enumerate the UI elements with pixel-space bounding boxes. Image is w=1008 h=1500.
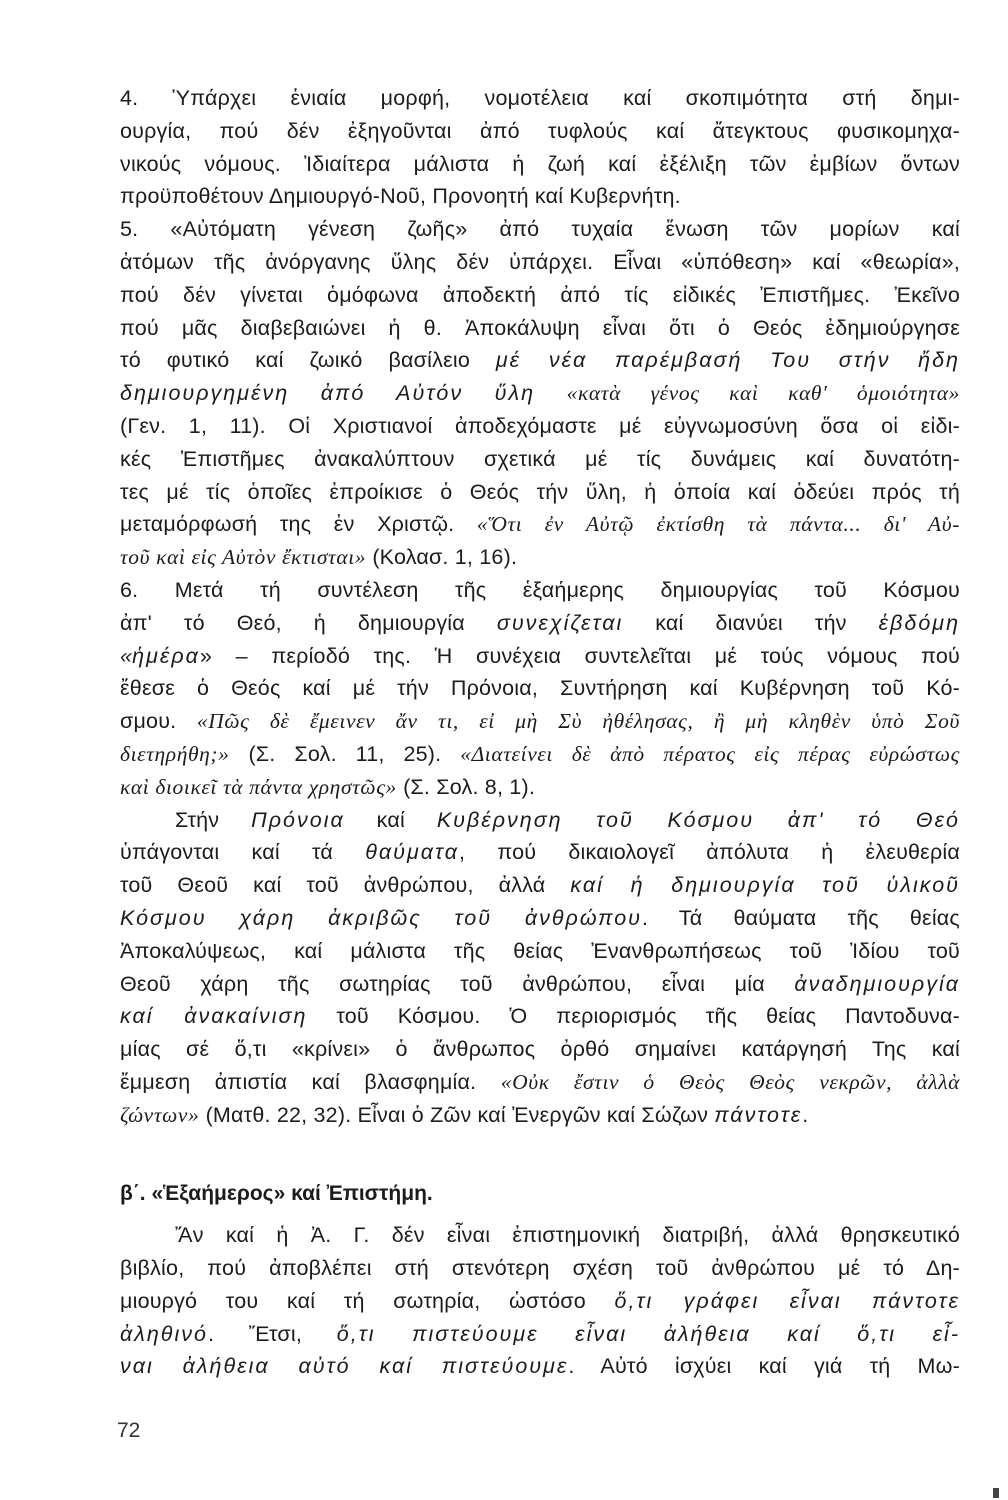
text-line <box>120 607 960 639</box>
text-span: . <box>802 1102 809 1127</box>
text-line <box>120 541 960 573</box>
emphasis-span: ναι ἀλήθεια αὐτό καί πιστεύουμε <box>120 1354 569 1378</box>
text-span: κές Ἐπιστῆμες ἀνακαλύπτουν σχετικά μέ τίς δυνάμεις καί δυνατότη- <box>120 446 960 471</box>
text-line <box>120 1252 960 1284</box>
text-span: ἀτόμων τῆς ἀνόργανης ὕλης δέν ὑπάρχει. Εἶναι «ὑπόθεση» καί «θεωρία», <box>120 250 960 274</box>
text-span: . Τά θαύματα τῆς θείας <box>642 906 960 930</box>
text-line <box>120 902 960 934</box>
text-span: (Σ. Σολ. 11, 25). <box>229 742 461 766</box>
text-span: , πού δικαιολογεῖ ἀπόλυτα ἡ ἐλευθερία <box>459 840 960 865</box>
text-span: βιβλίο, πού ἀποβλέπει στή στενότερη σχέση τοῦ ἀνθρώπου μέ τό Δη- <box>120 1256 960 1280</box>
text-line <box>120 574 960 606</box>
text-line <box>120 377 960 409</box>
text-line <box>120 1066 960 1098</box>
text-line <box>120 344 960 376</box>
emphasis-span: καί ἀνακαίνιση <box>120 1004 308 1029</box>
text-span: 5. «Αὐτόματη γένεση ζωῆς» ἀπό τυχαία ἕνωση τῶν μορίων καί <box>120 217 960 242</box>
text-span: τοῦ Κόσμου. Ὁ περιορισμός τῆς θείας Παντοδυνα- <box>307 1004 960 1029</box>
page-number: 72 <box>117 1419 141 1442</box>
text-span: μεταμόρφωσή της ἐν Χριστῷ. <box>120 512 477 537</box>
text-span: Θεοῦ χάρη τῆς σωτηρίας τοῦ ἀνθρώπου, εἶναι μία <box>120 971 795 996</box>
text-span: τοῦ Θεοῦ καί τοῦ ἀνθρώπου, ἀλλά <box>120 873 571 898</box>
text-span: καί διανύει τήν <box>623 610 879 635</box>
text-span: (Ματθ. 22, 32). Εἶναι ὁ Ζῶν καί Ἐνεργῶν καί Σώζων <box>199 1102 715 1127</box>
text-line <box>120 312 960 344</box>
text-span: Στήν <box>175 807 252 832</box>
text-line <box>120 869 960 901</box>
text-span: Ἄν καί ἡ Ἀ. Γ. δέν εἶναι ἐπιστημονική διατριβή, ἀλλά θρησκευτικό <box>175 1223 960 1247</box>
text-line <box>120 443 960 475</box>
text-line <box>120 640 960 672</box>
text-span: 4. Ὑπάρχει ἑνιαία μορφή, νομοτέλεια καί σκοπιμότητα στή δημι- <box>120 86 960 110</box>
text-line <box>120 115 960 147</box>
text-span: (Σ. Σολ. 8, 1). <box>396 774 535 799</box>
text-span: καί <box>344 807 437 832</box>
text-span: μίας σέ ὅ,τι «κρίνει» ὁ ἄνθρωπος ὀρθό σημαίνει κατάργησή Της καί <box>120 1037 960 1062</box>
text-line <box>120 246 960 278</box>
text-span: Ἀποκαλύψεως, καί μάλιστα τῆς θείας Ἐνανθρωπήσεως τοῦ Ἰδίου τοῦ <box>120 938 960 963</box>
text-span: σμου. <box>120 709 197 734</box>
text-line <box>120 672 960 704</box>
emphasis-span: θαύματα <box>365 840 459 865</box>
emphasis-span: ἀναδημιουργία <box>794 971 960 996</box>
text-line <box>120 705 960 737</box>
page-edge-mark <box>993 1488 999 1498</box>
text-line <box>120 410 960 442</box>
text-span: νικούς νόμους. Ἰδιαίτερα μάλιστα ἡ ζωή καί ἐξέλιξη τῶν ἐμβίων ὄντων <box>120 151 960 176</box>
text-line <box>175 804 960 836</box>
text-line <box>120 1318 960 1350</box>
emphasis-span: πάντοτε <box>714 1102 803 1127</box>
emphasis-span: Κόσμου χάρη ἀκριβῶς τοῦ ἀνθρώπου <box>120 906 642 930</box>
emphasis-span: ὅ,τι γράφει εἶναι πάντοτε <box>614 1289 960 1313</box>
text-line <box>120 935 960 967</box>
text-span: ὑπάγονται καί τά <box>120 840 366 865</box>
text-span: » – περίοδό της. Ἡ συνέχεια συντελεῖται μέ τούς νόμους πού <box>199 643 960 668</box>
text-span: (Κολασ. 1, 16). <box>366 545 518 570</box>
text-line <box>120 1099 960 1131</box>
text-line <box>120 148 960 180</box>
text-line <box>120 180 960 212</box>
text-span: . Αὐτό ἰσχύει καί γιά τή Μω- <box>568 1354 961 1378</box>
text-span: ἔθεσε ὁ Θεός καί μέ τήν Πρόνοια, Συντήρηση καί Κυβέρνηση τοῦ Κό- <box>120 676 960 701</box>
section-heading: β΄. «Ἑξαήμερος» καί Ἐπιστήμη. <box>120 1182 433 1205</box>
emphasis-span: «Οὐκ ἔστιν ὁ Θεὸς Θεὸς νεκρῶν, ἀλλὰ <box>500 1070 960 1094</box>
emphasis-span: «Διατείνει δὲ ἀπὸ πέρατος εἰς πέρας εὐρώστως <box>460 742 960 766</box>
text-span: ἀπ' τό Θεό, ἡ δημιουργία <box>120 610 497 635</box>
emphasis-span: τοῦ καὶ εἰς Αὐτὸν ἔκτισται» <box>120 545 367 570</box>
text-span: . Ἔτσι, <box>207 1322 337 1346</box>
text-span: πού μᾶς διαβεβαιώνει ἡ θ. Ἀποκάλυψη εἶναι ὅτι ὁ Θεός ἐδημιούργησε <box>120 315 960 340</box>
text-line <box>120 738 960 770</box>
text-span: πού δέν γίνεται ὁμόφωνα ἀποδεκτή ἀπό τίς εἰδικές Ἐπιστῆμες. Ἐκεῖνο <box>120 282 960 307</box>
text-line <box>120 279 960 311</box>
emphasis-span: συνεχίζεται <box>496 610 624 635</box>
emphasis-span: «κατὰ γένος καὶ καθ' ὁμοιότητα» <box>566 381 960 406</box>
text-span: (Γεν. 1, 11). Οἱ Χριστιανοί ἀποδεχόμαστε μέ εὐγνωμοσύνη ὅσα οἱ εἰδι- <box>120 414 960 438</box>
text-line <box>120 1000 960 1032</box>
text-line <box>120 1033 960 1065</box>
text-span: μιουργό του καί τή σωτηρία, ὡστόσο <box>120 1289 615 1313</box>
emphasis-span: διετηρήθη;» <box>120 742 230 766</box>
emphasis-span: καί ἡ δημιουργία τοῦ ὑλικοῦ <box>570 873 960 898</box>
text-line <box>175 1219 960 1251</box>
emphasis-span: Πρόνοια <box>251 807 345 832</box>
text-line <box>120 508 960 540</box>
text-span: προϋποθέτουν Δημιουργό-Νοῦ, Προνοητή καί Κυβερνήτη. <box>120 184 681 209</box>
text-line <box>120 1285 960 1317</box>
text-line <box>120 213 960 245</box>
text-span: τό φυτικό καί ζωικό βασίλειο <box>120 348 496 373</box>
text-line <box>120 771 960 803</box>
emphasis-span: ὅ,τι πιστεύουμε εἶναι ἀλήθεια καί ὅ,τι εἶ- <box>336 1322 960 1346</box>
text-span: τες μέ τίς ὁποῖες ἐπροίκισε ὁ Θεός τήν ὕλη, ἡ ὁποία καί ὁδεύει πρός τή <box>120 479 960 504</box>
text-line <box>120 476 960 508</box>
text-line <box>120 1350 960 1382</box>
text-span: 6. Μετά τή συντέλεση τῆς ἑξαήμερης δημιουργίας τοῦ Κόσμου <box>120 578 960 602</box>
emphasis-span: Κυβέρνηση τοῦ Κόσμου ἀπ' τό Θεό <box>436 807 961 832</box>
text-span: ουργία, πού δέν ἐξηγοῦνται ἀπό τυφλούς καί ἄτεγκτους φυσικομηχα- <box>120 118 960 143</box>
emphasis-span: ἀληθινό <box>120 1322 208 1346</box>
emphasis-span: μέ νέα παρέμβασή Του στήν ἤδη <box>495 348 960 373</box>
emphasis-span: «Ὅτι ἐν Αὐτῷ ἐκτίσθη τὰ πάντα... δι' Αὐ- <box>476 512 960 537</box>
emphasis-span: ἑβδόμη <box>878 610 961 635</box>
text-line <box>120 82 960 114</box>
emphasis-span: καὶ διοικεῖ τὰ πάντα χρηστῶς» <box>120 774 397 799</box>
text-span: ἔμμεση ἀπιστία καί βλασφημία. <box>120 1070 501 1094</box>
text-line <box>120 968 960 1000</box>
emphasis-span: «Πῶς δὲ ἔμεινεν ἄν τι, εἰ μὴ Σὺ ἠθέλησας, ἢ μὴ κληθὲν ὑπὸ Σοῦ <box>196 709 960 734</box>
emphasis-span: « <box>120 643 133 668</box>
emphasis-span: δημιουργημένη ἀπό Αὐτόν ὕλη <box>120 381 567 406</box>
text-line <box>120 836 960 868</box>
emphasis-span: ζώντων» <box>120 1102 200 1127</box>
emphasis-span: ἡμέρα <box>132 643 200 668</box>
